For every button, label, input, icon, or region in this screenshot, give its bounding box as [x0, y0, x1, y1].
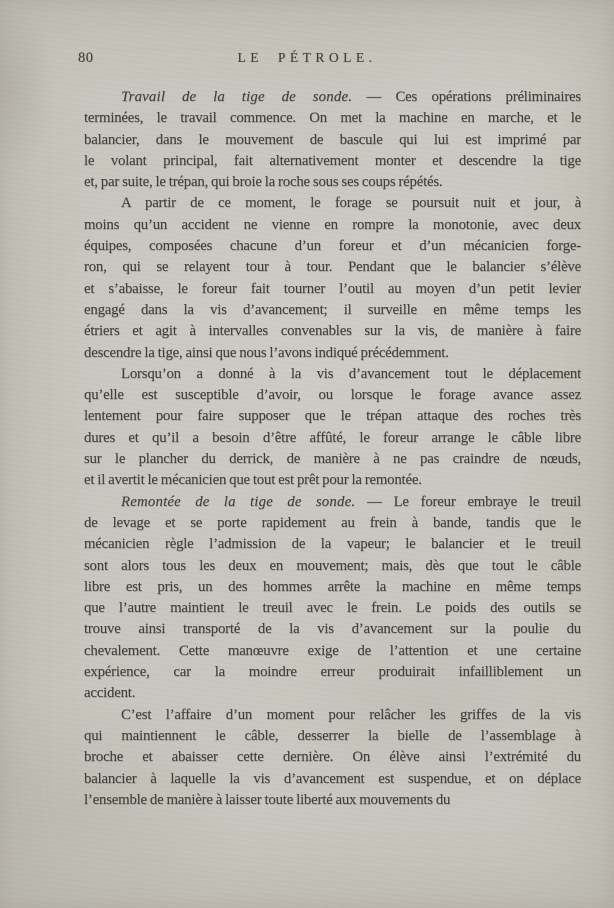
text-line: qu’elle est susceptible d’avoir, ou lorsque le forage avance assez — [84, 387, 581, 404]
text-line: trouve ainsi transporté de la vis d’avancement sur la poulie du — [84, 621, 581, 638]
text-line: l’ensemble de manière à laisser toute liberté aux mouvements du — [84, 791, 451, 808]
text-line: balancier, dans le mouvement de bascule qui lui est imprimé par — [84, 131, 581, 148]
text-line: qui maintiennent le câble, desserrer la bielle de l’assemblage à — [84, 727, 581, 744]
text-line: A partir de ce moment, le forage se poursuit nuit et jour, à — [121, 195, 581, 212]
running-title: LE PÉTROLE. — [237, 50, 377, 65]
text-line: mécanicien règle l’admission de la vapeur; le balancier et le treuil — [84, 536, 581, 553]
text-line: Remontée de la tige de sonde. — Le foreur embraye le treuil — [121, 493, 581, 510]
text-line: Lorsqu’on a donné à la vis d’avancement tout le déplacement — [121, 365, 581, 382]
text-line: et s’abaisse, le foreur fait tourner l’outil au moyen d’un petit levier — [84, 280, 581, 297]
text-block — [84, 87, 581, 811]
text-line: de levage et se porte rapidement au frein à bande, tandis que le — [84, 514, 581, 531]
text-line: dures et qu’il a besoin d’être affûté, le foreur arrange le câble libre — [84, 429, 581, 446]
text-line: sont alors tous les deux en mouvement; mais, dès que tout le câble — [84, 557, 581, 574]
text-line: balancier à laquelle la vis d’avancement est suspendue, et on déplace — [84, 770, 581, 787]
text-line: étriers et agit à intervalles convenables sur la vis, de manière à faire — [84, 323, 581, 340]
text-line: ron, qui se relayent tour à tour. Pendant que le balancier s’élève — [84, 259, 581, 276]
section-lead-italic: Travail de la tige de sonde. — [121, 89, 353, 105]
text-line: descendre la tige, ainsi que nous l’avons indiqué précédemment. — [84, 344, 449, 361]
text-line: le volant principal, fait alternativement monter et descendre la tige — [84, 152, 581, 169]
text-line: sur le plancher du derrick, de manière à ne pas craindre de nœuds, — [84, 451, 581, 468]
text-line: que l’autre maintient le treuil avec le frein. Le poids des outils se — [84, 600, 581, 617]
paragraph — [84, 193, 581, 363]
text-line: libre est pris, un des hommes arrête la machine en même temps — [84, 578, 581, 595]
paragraph — [84, 705, 581, 811]
text-line: Travail de la tige de sonde. — Ces opérations préliminaires — [121, 89, 581, 105]
text-line: terminées, le travail commence. On met la machine en marche, et le — [84, 110, 581, 127]
text-line: équipes, composées chacune d’un foreur et d’un mécanicien forge- — [84, 238, 581, 255]
paragraph — [84, 364, 581, 492]
page-number: 80 — [78, 50, 94, 66]
text-line: et, par suite, le trépan, qui broie la roche sous ses coups répétés. — [84, 174, 443, 191]
text-line: accident. — [84, 685, 136, 702]
paragraph — [84, 492, 581, 705]
text-line: engagé dans la vis d’avancement; il surveille en même temps les — [84, 301, 581, 318]
text-line: broche et abaisser cette dernière. On élève ainsi l’extrémité du — [84, 749, 581, 766]
page-header — [0, 48, 614, 68]
text-line: C’est l’affaire d’un moment pour relâcher les griffes de la vis — [121, 706, 581, 723]
text-line: chevalement. Cette manœuvre exige de l’attention et une certaine — [84, 642, 581, 659]
text-line: lentement pour faire supposer que le trépan attaque des roches très — [84, 408, 581, 425]
text-line: moins qu’un accident ne vienne en rompre la monotonie, avec deux — [84, 216, 581, 233]
text-line: et il avertit le mécanicien que tout est prêt pour la remontée. — [84, 472, 422, 489]
text-line: expérience, car la moindre erreur produirait infailliblement un — [84, 664, 581, 681]
section-lead-italic: Remontée de la tige de sonde. — [121, 493, 356, 510]
paragraph — [84, 87, 581, 193]
